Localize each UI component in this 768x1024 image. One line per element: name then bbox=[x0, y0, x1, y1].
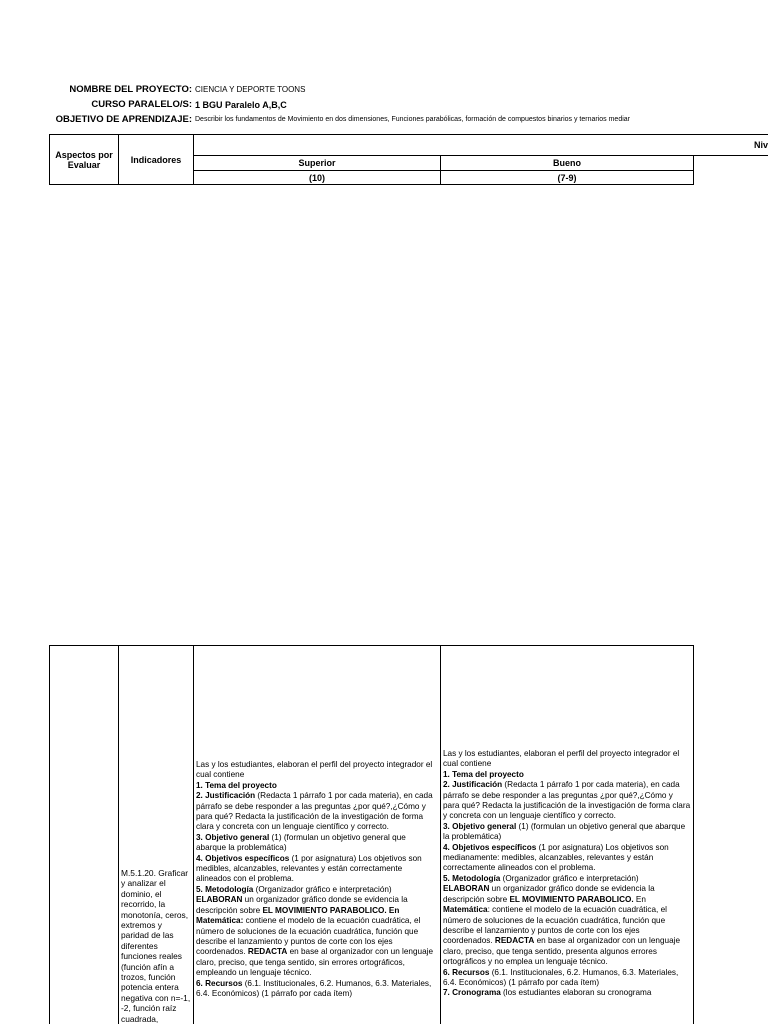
superior-bold-text: 6. Recursos bbox=[196, 978, 243, 988]
superior-item bbox=[196, 791, 438, 833]
bueno-item bbox=[443, 770, 691, 780]
bueno-text: en base al organizador con un lenguaje claro, preciso, que tenga sentido, presenta algunos errores ortográficos y no emplea un lenguaje técnico. bbox=[443, 936, 680, 967]
superior-bold-text: REDACTA bbox=[247, 947, 288, 957]
bueno-description bbox=[443, 749, 691, 999]
bueno-text: (Redacta 1 párrafo 1 por cada materia), en cada párrafo se debe responder a las preguntas ¿por qué?,¿Cómo y para qué? Redacta la justificación de la investigación de forma clara y concreta con un lenguaje científico y correcto. bbox=[443, 780, 691, 821]
bueno-text: : contiene el modelo de la ecuación cuadrática, el número de soluciones de la ecuación cuadrática, función que describe el lanzamiento y puntos de corte con los ejes coordenados. bbox=[443, 905, 667, 946]
bueno-bold-text: 7. Cronograma bbox=[443, 988, 501, 998]
superior-text: (1 por asignatura) Los objetivos son medibles, alcanzables, relevantes y están correctamente alineados con el problema. bbox=[196, 853, 422, 884]
bueno-header: Bueno bbox=[440, 155, 694, 171]
bueno-bold-text: 1. Tema del proyecto bbox=[443, 769, 524, 779]
superior-item bbox=[196, 781, 438, 791]
superior-text: un organizador gráfico donde se evidencia la descripción sobre bbox=[196, 895, 408, 915]
bueno-text: (1) (formulan un objetivo general que abarque la problemática) bbox=[443, 821, 686, 842]
bueno-item bbox=[443, 822, 691, 843]
superior-text: (1) (formulan un objetivo general que abarque la problemática) bbox=[196, 832, 406, 853]
superior-item bbox=[196, 895, 438, 916]
rubric-header-table bbox=[49, 134, 768, 185]
bueno-bold-text: EL MOVIMIENTO PARABOLICO. bbox=[509, 894, 634, 904]
bueno-bold-text: Matemática bbox=[443, 905, 488, 915]
aspect-cell bbox=[49, 645, 119, 1024]
superior-text: Las y los estudiantes, elaboran el perfil del proyecto integrador el cual contiene bbox=[196, 760, 433, 780]
superior-text: (Redacta 1 párrafo 1 por cada materia), en cada párrafo se debe responder a las preguntas ¿por qué?,¿Cómo y para qué? Redacta la justificación de la investigación de forma clara y concreta con un lenguaje científico y correcto. bbox=[196, 791, 433, 832]
project-name-row bbox=[0, 83, 768, 97]
bueno-text: (6.1. Institucionales, 6.2. Humanos, 6.3. Materiales, 6.4. Económicos) (1 párrafo por cada ítem) bbox=[443, 967, 679, 987]
superior-item bbox=[196, 885, 438, 895]
objective-value: Describir los fundamentos de Movimiento en dos dimensiones, Funciones parabólicas, formación de compuestos binarios y ternarios mediar bbox=[195, 116, 630, 123]
superior-text: contiene el modelo de la ecuación cuadrática, el número de soluciones de la ecuación cuadrática, función que describe el lanzamiento y puntos de corte con los ejes coordenados. bbox=[196, 916, 421, 957]
bueno-text: Las y los estudiantes, elaboran el perfil del proyecto integrador el cual contiene bbox=[443, 749, 680, 769]
bueno-bold-text: 5. Metodología bbox=[443, 873, 501, 883]
bueno-item bbox=[443, 905, 691, 967]
bueno-bold-text: 2. Justificación bbox=[443, 780, 503, 790]
bueno-item bbox=[443, 874, 691, 884]
levels-header bbox=[193, 134, 768, 156]
superior-bold-text: Matemática: bbox=[196, 916, 244, 926]
bueno-text: un organizador gráfico donde se evidencia la descripción sobre bbox=[443, 884, 655, 904]
superior-item bbox=[196, 916, 438, 978]
superior-item bbox=[196, 854, 438, 885]
bueno-bold-text: 6. Recursos bbox=[443, 967, 490, 977]
aspects-header: Aspectos por Evaluar bbox=[49, 134, 119, 185]
superior-bold-text: 2. Justificación bbox=[196, 791, 256, 801]
bueno-text: (Organizador gráfico e interpretación) bbox=[500, 873, 639, 883]
bueno-bold-text: ELABORAN bbox=[443, 884, 490, 894]
bueno-item bbox=[443, 843, 691, 874]
superior-bold-text: 4. Objetivos específicos bbox=[196, 853, 290, 863]
superior-cell bbox=[193, 645, 441, 1024]
bueno-item bbox=[443, 780, 691, 822]
course-value: 1 BGU Paralelo A,B,C bbox=[195, 100, 287, 110]
bueno-text: (1 por asignatura) Los objetivos son medianamente: medibles, alcanzables, relevantes y están correctamente alineados con el problema. bbox=[443, 842, 669, 873]
bueno-text: (los estudiantes elaboran su cronograma bbox=[500, 988, 652, 998]
bueno-cell bbox=[440, 645, 694, 1024]
superior-text: en base al organizador con un lenguaje claro, preciso, que tenga sentido, sin errores ortográficos, empleando un lenguaje técnico. bbox=[196, 947, 433, 978]
superior-item bbox=[196, 979, 438, 1000]
bueno-item bbox=[443, 988, 691, 998]
superior-range: (10) bbox=[193, 170, 441, 185]
indicator-text: M.5.1.20. Graficar y analizar el dominio, el recorrido, la monotonía, ceros, extremos y paridad de las diferentes funciones reales (función afín a trozos, función potencia entera negativa con n=-1, -2, función raíz cuadrada, bbox=[121, 867, 191, 1024]
superior-description bbox=[196, 760, 438, 999]
project-name-value: CIENCIA Y DEPORTE TOONS bbox=[195, 85, 306, 94]
bueno-range: (7-9) bbox=[440, 170, 694, 185]
rubric-body-row bbox=[49, 645, 768, 1024]
superior-bold-text: 3. Objetivo general bbox=[196, 832, 270, 842]
superior-bold-text: EL MOVIMIENTO PARABOLICO. En bbox=[262, 905, 400, 915]
indicators-header: Indicadores bbox=[118, 134, 194, 185]
superior-bold-text: 1. Tema del proyecto bbox=[196, 780, 277, 790]
superior-text: (6.1. Institucionales, 6.2. Humanos, 6.3. Materiales, 6.4. Económicos) (1 párrafo por cada ítem) bbox=[196, 978, 432, 998]
bueno-item bbox=[443, 749, 691, 770]
bueno-item bbox=[443, 884, 691, 905]
bueno-bold-text: 4. Objetivos específicos bbox=[443, 842, 537, 852]
bueno-item bbox=[443, 968, 691, 989]
objective-label: OBJETIVO DE APRENDIZAJE: bbox=[55, 114, 192, 125]
levels-header-label: Niv bbox=[753, 140, 768, 150]
project-name-label: NOMBRE DEL PROYECTO: bbox=[69, 84, 192, 95]
superior-bold-text: 5. Metodología bbox=[196, 884, 254, 894]
superior-text: (Organizador gráfico e interpretación) bbox=[253, 884, 392, 894]
superior-item bbox=[196, 760, 438, 781]
superior-bold-text: ELABORAN bbox=[196, 895, 243, 905]
objective-row bbox=[0, 113, 768, 127]
indicator-cell bbox=[118, 645, 194, 1024]
course-label: CURSO PARALELO/S: bbox=[91, 99, 192, 110]
bueno-bold-text: 3. Objetivo general bbox=[443, 821, 517, 831]
superior-item bbox=[196, 833, 438, 854]
course-row bbox=[0, 98, 768, 112]
bueno-text: En bbox=[633, 894, 646, 904]
bueno-bold-text: REDACTA bbox=[494, 936, 535, 946]
superior-header: Superior bbox=[193, 155, 441, 171]
